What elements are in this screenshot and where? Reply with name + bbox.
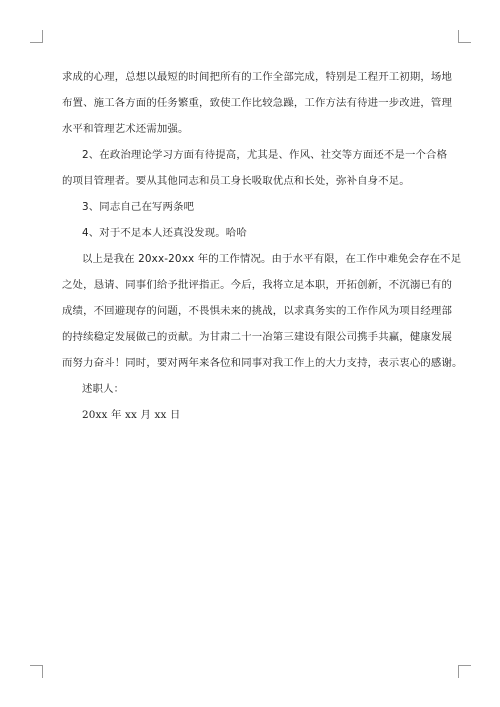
- document-body: [62, 64, 463, 428]
- paragraph-1-line-1: 求成的心理，总想以最短的时间把所有的工作全部完成，特别是工程开工初期，场地: [62, 71, 452, 83]
- list-item-4: 4、对于不足本人还真没发现。哈哈: [82, 227, 247, 239]
- paragraph-5-line-2: 之处，恳请、同事们给予批评指正。今后，我将立足本职，开拓创新，不沉溺已有的: [62, 279, 452, 291]
- crop-mark-top-left: [30, 30, 43, 43]
- signature-label: 述职人：: [82, 383, 125, 395]
- paragraph-1-line-3: 水平和管理艺术还需加强。: [62, 123, 189, 135]
- paragraph-5-line-1: 以上是我在 20xx-20xx 年的工作情况。由于水平有限，在工作中难免会存在不足: [82, 253, 462, 265]
- paragraph-1-line-2: 布置、施工各方面的任务繁重，致使工作比较急躁，工作方法有待进一步改进，管理: [62, 97, 452, 109]
- crop-mark-bottom-left: [30, 665, 43, 678]
- paragraph-2-line-1: 2、在政治理论学习方面有待提高，尤其是、作风、社交等方面还不是一个合格: [82, 149, 448, 161]
- crop-mark-top-right: [458, 30, 471, 43]
- paragraph-2-line-2: 的项目管理者。要从其他同志和员工身长吸取优点和长处，弥补自身不足。: [62, 175, 410, 187]
- paragraph-5-line-3: 成绩，不回避现存的问题，不畏惧未来的挑战，以求真务实的工作作风为项目经理部: [62, 305, 452, 317]
- date-line: 20xx 年 xx 月 xx 日: [82, 409, 181, 421]
- crop-mark-bottom-right: [458, 665, 471, 678]
- paragraph-5-line-5: 而努力奋斗！同时，要对两年来各位和同事对我工作上的大力支持，表示衷心的感谢。: [62, 357, 463, 369]
- list-item-3: 3、同志自己在写两条吧: [82, 201, 195, 213]
- paragraph-5-line-4: 的持续稳定发展做己的贡献。为甘肃二十一冶第三建设有限公司携手共赢，健康发展: [62, 331, 452, 343]
